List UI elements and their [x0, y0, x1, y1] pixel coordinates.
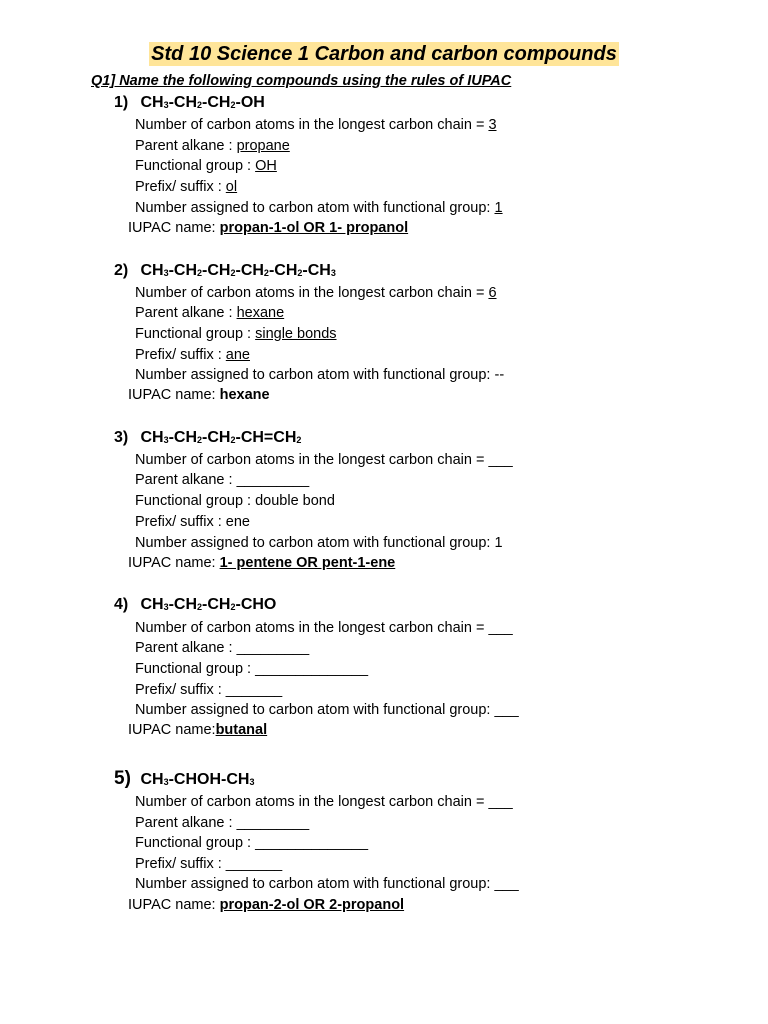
formula-group: -CH: [168, 596, 198, 613]
title-text: Std 10 Science 1 Carbon and carbon compounds: [151, 43, 617, 65]
compound-number: 3): [114, 429, 129, 446]
functional-group-line: [135, 835, 368, 851]
compound-formula: [140, 771, 254, 788]
prefix-suffix-label: Prefix/ suffix :: [135, 856, 226, 872]
parent-alkane-label: Parent alkane :: [135, 138, 237, 154]
formula-group: -CH=CH: [235, 429, 297, 446]
iupac-name-label: IUPAC name:: [128, 897, 220, 913]
formula-group: -CH: [302, 262, 331, 279]
compound-number: 4): [114, 596, 129, 613]
carbon-count-line: [135, 452, 513, 468]
compound-formula: [140, 262, 335, 279]
compound-heading: [114, 768, 254, 790]
formula-group: CH: [140, 429, 164, 446]
parent-alkane-line: [135, 815, 309, 831]
parent-alkane-line: [135, 472, 309, 488]
formula-subscript: 2: [230, 602, 236, 612]
functional-group-value: ______________: [255, 661, 369, 677]
prefix-suffix-line: [135, 514, 250, 530]
formula-subscript: 2: [230, 100, 236, 110]
functional-group-label: Functional group :: [135, 493, 256, 509]
prefix-suffix-label: Prefix/ suffix :: [135, 347, 226, 363]
iupac-name-label: IUPAC name:: [128, 555, 220, 571]
formula-subscript: 2: [263, 268, 269, 278]
formula-subscript: 3: [249, 777, 255, 787]
formula-subscript: 2: [197, 435, 203, 445]
functional-group-value: single bonds: [255, 326, 337, 342]
carbon-count-label: Number of carbon atoms in the longest carbon chain =: [135, 452, 489, 468]
parent-alkane-label: Parent alkane :: [135, 815, 237, 831]
carbon-count-value: 6: [488, 285, 497, 301]
compound-number: 5): [114, 768, 131, 789]
functional-group-value: OH: [255, 158, 277, 174]
compound-number: 1): [114, 94, 129, 111]
formula-subscript: 2: [297, 268, 303, 278]
prefix-suffix-value: _______: [225, 682, 283, 698]
formula-group: -CHO: [235, 596, 277, 613]
prefix-suffix-value: ol: [225, 179, 238, 195]
prefix-suffix-label: Prefix/ suffix :: [135, 179, 226, 195]
formula-group: -CH: [235, 262, 264, 279]
prefix-suffix-value: ane: [225, 347, 250, 363]
formula-group: CH: [140, 262, 164, 279]
compound-heading: [114, 262, 336, 280]
prefix-suffix-line: [135, 347, 250, 363]
functional-group-value: double bond: [255, 493, 335, 509]
question-heading: Q1] Name the following compounds using the rules of IUPAC: [91, 73, 512, 89]
compound-heading: [114, 94, 265, 112]
prefix-suffix-line: [135, 682, 282, 698]
functional-group-label: Functional group :: [135, 326, 256, 342]
functional-group-label: Functional group :: [135, 835, 256, 851]
prefix-suffix-label: Prefix/ suffix :: [135, 514, 226, 530]
assigned-number-label: Number assigned to carbon atom with functional group:: [135, 876, 495, 892]
iupac-name-line: [128, 722, 267, 738]
page-title: [0, 43, 768, 66]
compound-heading: [114, 596, 276, 614]
parent-alkane-line: [135, 305, 284, 321]
prefix-suffix-line: [135, 856, 282, 872]
formula-subscript: 3: [163, 268, 169, 278]
functional-group-label: Functional group :: [135, 661, 256, 677]
formula-group: -CH: [202, 429, 231, 446]
parent-alkane-label: Parent alkane :: [135, 640, 237, 656]
functional-group-line: [135, 326, 337, 342]
compound-formula: [140, 429, 301, 446]
assigned-number-value: ___: [494, 876, 519, 892]
compound-heading: [114, 429, 301, 447]
formula-group: -CH: [168, 94, 198, 111]
functional-group-line: [135, 158, 277, 174]
iupac-name-line: [128, 555, 395, 571]
carbon-count-value: ___: [488, 794, 513, 810]
prefix-suffix-label: Prefix/ suffix :: [135, 682, 226, 698]
formula-group: CH: [140, 94, 164, 111]
assigned-number-label: Number assigned to carbon atom with functional group:: [135, 535, 495, 551]
parent-alkane-label: Parent alkane :: [135, 305, 237, 321]
parent-alkane-label: Parent alkane :: [135, 472, 237, 488]
iupac-name-value: hexane: [219, 387, 270, 403]
carbon-count-label: Number of carbon atoms in the longest carbon chain =: [135, 117, 489, 133]
parent-alkane-line: [135, 138, 290, 154]
iupac-name-value: propan-2-ol OR 2-propanol: [219, 897, 405, 913]
iupac-name-line: [128, 897, 404, 913]
formula-group: -CH: [168, 429, 198, 446]
assigned-number-line: [135, 702, 519, 718]
carbon-count-value: ___: [488, 620, 513, 636]
compound-number: 2): [114, 262, 129, 279]
formula-group: CH: [140, 596, 164, 613]
prefix-suffix-line: [135, 179, 237, 195]
iupac-name-label: IUPAC name:: [128, 220, 220, 236]
formula-subscript: 3: [163, 100, 169, 110]
carbon-count-value: ___: [488, 452, 513, 468]
formula-subscript: 2: [296, 435, 302, 445]
formula-subscript: 2: [230, 268, 236, 278]
functional-group-value: ______________: [255, 835, 369, 851]
parent-alkane-value: hexane: [236, 305, 285, 321]
carbon-count-line: [135, 117, 497, 133]
parent-alkane-value: propane: [236, 138, 290, 154]
carbon-count-label: Number of carbon atoms in the longest carbon chain =: [135, 794, 489, 810]
compound-formula: [140, 94, 264, 111]
parent-alkane-value: _________: [236, 640, 310, 656]
formula-group: CH: [140, 771, 164, 788]
functional-group-line: [135, 661, 368, 677]
formula-group: -CH: [202, 262, 231, 279]
iupac-name-value: 1- pentene OR pent-1-ene: [219, 555, 396, 571]
compound-formula: [140, 596, 276, 613]
formula-subscript: 3: [163, 435, 169, 445]
formula-group: -CHOH-CH: [168, 771, 250, 788]
assigned-number-label: Number assigned to carbon atom with functional group:: [135, 200, 495, 216]
functional-group-line: [135, 493, 335, 509]
assigned-number-value: 1: [494, 535, 503, 551]
formula-subscript: 2: [230, 435, 236, 445]
iupac-name-line: [128, 387, 270, 403]
formula-subscript: 3: [330, 268, 336, 278]
prefix-suffix-value: _______: [225, 856, 283, 872]
formula-group: -CH: [268, 262, 298, 279]
carbon-count-line: [135, 794, 513, 810]
formula-subscript: 2: [197, 100, 203, 110]
iupac-name-label: IUPAC name:: [128, 722, 216, 738]
formula-group: -OH: [235, 94, 265, 111]
parent-alkane-value: _________: [236, 815, 310, 831]
formula-subscript: 3: [163, 777, 169, 787]
formula-subscript: 3: [163, 602, 169, 612]
formula-group: -CH: [202, 596, 231, 613]
assigned-number-label: Number assigned to carbon atom with functional group:: [135, 702, 495, 718]
carbon-count-line: [135, 285, 497, 301]
carbon-count-label: Number of carbon atoms in the longest carbon chain =: [135, 620, 489, 636]
parent-alkane-value: _________: [236, 472, 310, 488]
carbon-count-value: 3: [488, 117, 497, 133]
functional-group-label: Functional group :: [135, 158, 256, 174]
assigned-number-line: [135, 367, 504, 383]
formula-group: -CH: [168, 262, 198, 279]
carbon-count-label: Number of carbon atoms in the longest carbon chain =: [135, 285, 489, 301]
iupac-name-line: [128, 220, 408, 236]
iupac-name-value: propan-1-ol OR 1- propanol: [219, 220, 409, 236]
carbon-count-line: [135, 620, 513, 636]
assigned-number-value: 1: [494, 200, 503, 216]
iupac-name-value: butanal: [215, 722, 268, 738]
formula-group: -CH: [202, 94, 231, 111]
iupac-name-label: IUPAC name:: [128, 387, 220, 403]
parent-alkane-line: [135, 640, 309, 656]
assigned-number-value: --: [494, 367, 505, 383]
formula-subscript: 2: [197, 268, 203, 278]
assigned-number-line: [135, 200, 503, 216]
assigned-number-line: [135, 535, 503, 551]
assigned-number-line: [135, 876, 519, 892]
assigned-number-value: ___: [494, 702, 519, 718]
prefix-suffix-value: ene: [225, 514, 250, 530]
formula-subscript: 2: [197, 602, 203, 612]
assigned-number-label: Number assigned to carbon atom with functional group:: [135, 367, 495, 383]
